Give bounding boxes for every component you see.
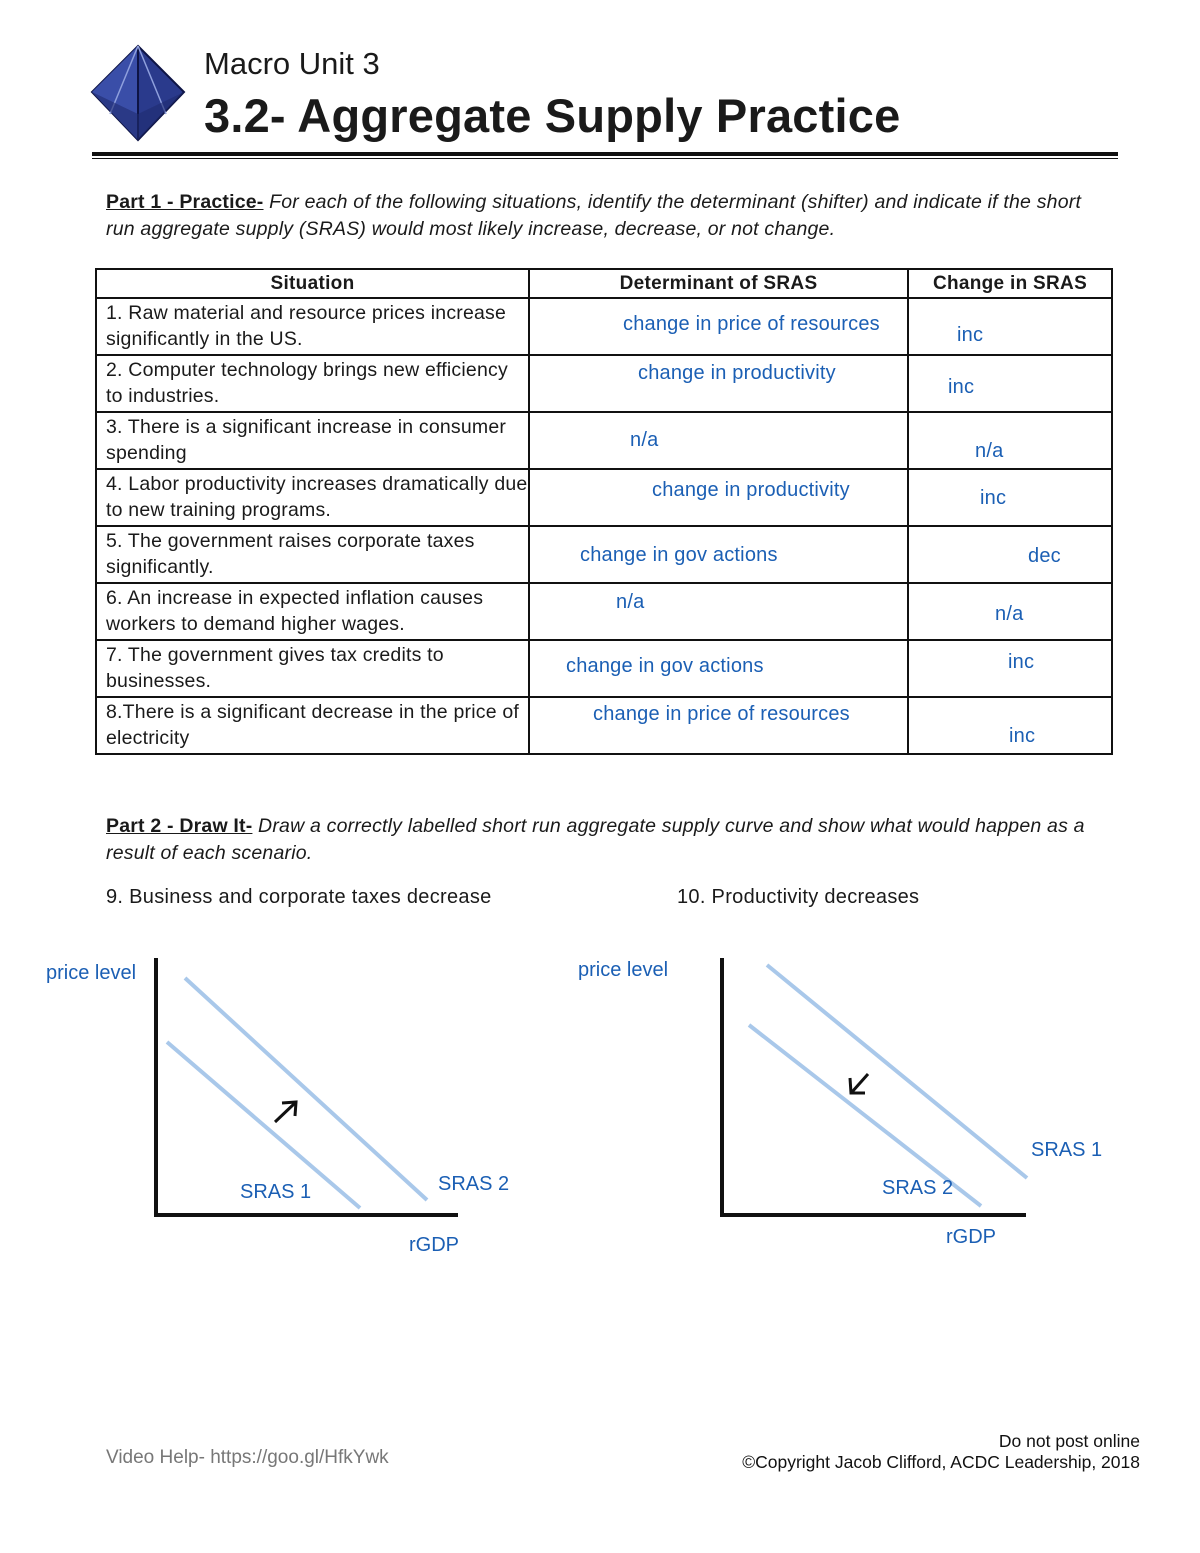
table-row: [96, 697, 1112, 754]
change-answer: inc: [957, 324, 984, 346]
determinant-cell: [529, 355, 908, 412]
part2-text: Draw a correctly labelled short run aggregate supply curve and show what would happen as a result of each scenario.: [106, 815, 1085, 864]
graph2-x-label: rGDP: [946, 1226, 996, 1248]
situation-cell: 4. Labor productivity increases dramatically due to new training programs.: [96, 469, 529, 526]
graph1-curve-label-outer: SRAS 2: [438, 1173, 510, 1195]
table-row: [96, 640, 1112, 697]
change-answer: inc: [948, 376, 975, 398]
table-header-row: [96, 269, 1112, 298]
situation-cell: 5. The government raises corporate taxes significantly.: [96, 526, 529, 583]
situation-cell: 7. The government gives tax credits to businesses.: [96, 640, 529, 697]
situation-cell: 6. An increase in expected inflation causes workers to demand higher wages.: [96, 583, 529, 640]
change-answer: dec: [1028, 545, 1061, 567]
table-row: [96, 583, 1112, 640]
change-cell: [908, 526, 1112, 583]
change-cell: [908, 640, 1112, 697]
determinant-answer: change in productivity: [638, 362, 836, 384]
change-cell: [908, 469, 1112, 526]
graph2-shift-arrow-icon: [850, 1074, 868, 1093]
unit-title: Macro Unit 3: [204, 46, 380, 81]
change-answer: inc: [1008, 651, 1035, 673]
table-row: [96, 412, 1112, 469]
determinant-cell: [529, 526, 908, 583]
change-cell: [908, 697, 1112, 754]
change-answer: n/a: [995, 603, 1024, 625]
acdc-logo: [88, 44, 188, 144]
determinant-answer: n/a: [630, 429, 659, 451]
table-row: [96, 526, 1112, 583]
col-header-change: Change in SRAS: [908, 269, 1112, 298]
video-help-link[interactable]: Video Help- https://goo.gl/HfkYwk: [106, 1447, 389, 1468]
part2-instructions: [106, 813, 1096, 867]
determinant-cell: [529, 469, 908, 526]
graph2-curve-label-outer: SRAS 1: [1031, 1139, 1103, 1161]
table-row: [96, 298, 1112, 355]
determinant-answer: change in productivity: [652, 479, 850, 501]
table-row: [96, 469, 1112, 526]
header-rule-thin: [92, 158, 1118, 159]
determinant-answer: change in price of resources: [593, 703, 850, 725]
question-10: 10. Productivity decreases: [677, 886, 920, 908]
change-answer: inc: [1009, 725, 1036, 747]
determinant-cell: [529, 697, 908, 754]
part1-instructions: [106, 189, 1096, 243]
graph1-x-label: rGDP: [409, 1234, 459, 1256]
situation-cell: 1. Raw material and resource prices increase significantly in the US.: [96, 298, 529, 355]
graph1-curve-label-inner: SRAS 1: [240, 1181, 312, 1203]
situation-cell: 8.There is a significant decrease in the price of electricity: [96, 697, 529, 754]
graph1-shift-arrow-icon: [275, 1102, 296, 1122]
graph2-sras-chart: [704, 950, 1034, 1225]
graph2-y-label: price level: [578, 959, 669, 981]
situations-table: [95, 268, 1113, 755]
part2-label: Part 2 - Draw It-: [106, 815, 253, 837]
header-rule: [92, 152, 1118, 156]
change-answer: n/a: [975, 440, 1004, 462]
copyright-text: ©Copyright Jacob Clifford, ACDC Leadership, 2018: [742, 1452, 1140, 1472]
change-cell: [908, 583, 1112, 640]
determinant-cell: [529, 640, 908, 697]
determinant-cell: [529, 298, 908, 355]
page-title: 3.2- Aggregate Supply Practice: [204, 89, 901, 142]
graph1-y-label: price level: [46, 962, 137, 984]
change-cell: [908, 355, 1112, 412]
graph2-curve-label-inner: SRAS 2: [882, 1177, 954, 1199]
determinant-answer: change in gov actions: [580, 544, 778, 566]
determinant-answer: change in price of resources: [623, 313, 880, 335]
part1-label: Part 1 - Practice-: [106, 191, 264, 213]
determinant-answer: n/a: [616, 591, 645, 613]
determinant-cell: [529, 412, 908, 469]
situation-cell: 3. There is a significant increase in consumer spending: [96, 412, 529, 469]
determinant-answer: change in gov actions: [566, 655, 764, 677]
situation-cell: 2. Computer technology brings new efficiency to industries.: [96, 355, 529, 412]
determinant-cell: [529, 583, 908, 640]
col-header-situation: Situation: [96, 269, 529, 298]
change-cell: [908, 412, 1112, 469]
question-9: 9. Business and corporate taxes decrease: [106, 886, 492, 908]
col-header-determinant: Determinant of SRAS: [529, 269, 908, 298]
part1-text: For each of the following situations, identify the determinant (shifter) and indicate if the short run aggregate supply (SRAS) would most likely increase, decrease, or not change.: [106, 191, 1082, 240]
change-answer: inc: [980, 487, 1007, 509]
notice-text: Do not post online: [998, 1431, 1140, 1451]
table-row: [96, 355, 1112, 412]
change-cell: [908, 298, 1112, 355]
